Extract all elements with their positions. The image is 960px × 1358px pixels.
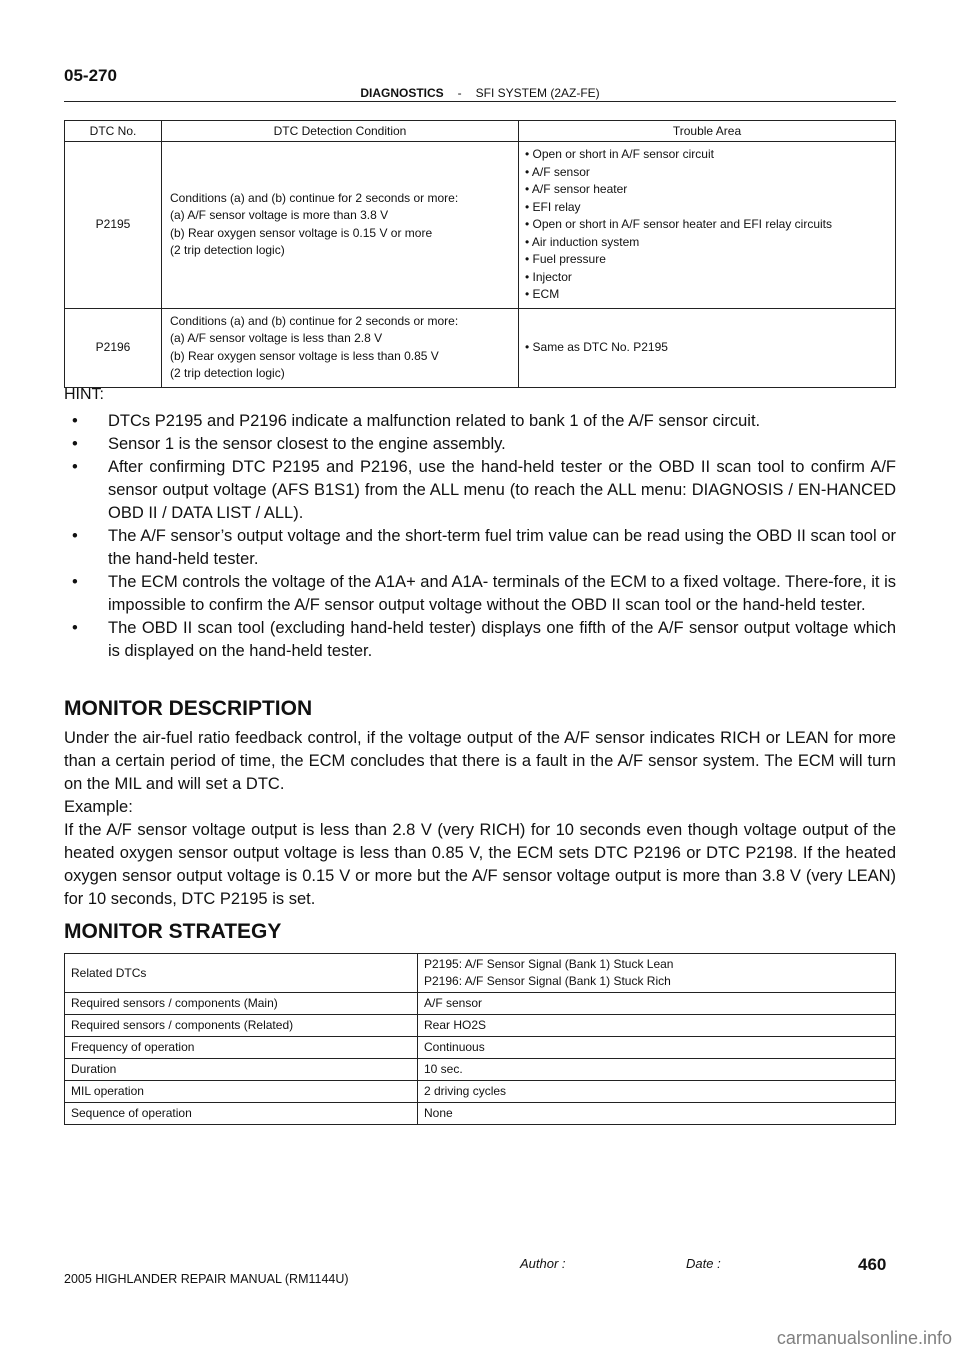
strategy-value-line: P2195: A/F Sensor Signal (Bank 1) Stuck Lean — [424, 957, 674, 971]
monitor-strategy-table — [64, 953, 896, 1125]
condition-line: (b) Rear oxygen sensor voltage is less than 0.85 V — [170, 348, 439, 363]
strategy-label: Required sensors / components (Main) — [65, 993, 418, 1015]
list-item — [64, 525, 896, 571]
dtc-number: P2196 — [65, 308, 162, 387]
column-header-detection-condition: DTC Detection Condition — [162, 121, 519, 142]
dtc-table — [64, 120, 896, 388]
author-label: Author : — [520, 1256, 566, 1271]
list-item — [64, 617, 896, 663]
hint-text: DTCs P2195 and P2196 indicate a malfunction related to bank 1 of the A/F sensor circuit. — [108, 412, 761, 430]
date-label: Date : — [686, 1256, 721, 1271]
table-row — [65, 1103, 896, 1125]
hint-title: HINT: — [64, 386, 104, 403]
strategy-value: None — [418, 1103, 896, 1125]
table-row — [65, 1059, 896, 1081]
strategy-value-line: P2196: A/F Sensor Signal (Bank 1) Stuck Rich — [424, 974, 671, 988]
subsection-title: SFI SYSTEM (2AZ-FE) — [475, 86, 600, 100]
trouble-area-item: • Open or short in A/F sensor heater and EFI relay circuits — [525, 217, 833, 231]
condition-line: (a) A/F sensor voltage is less than 2.8 V — [170, 331, 383, 345]
table-row — [65, 954, 896, 993]
section-title: DIAGNOSTICS — [360, 86, 444, 100]
strategy-label: Sequence of operation — [65, 1103, 418, 1125]
trouble-area-item: • EFI relay — [525, 199, 581, 214]
strategy-value: Continuous — [418, 1037, 896, 1059]
strategy-label: Related DTCs — [65, 954, 418, 993]
column-header-dtc-no: DTC No. — [65, 121, 162, 142]
bullet-icon: • — [72, 527, 78, 545]
trouble-area-item: • A/F sensor — [525, 164, 590, 179]
dtc-number: P2195 — [65, 142, 162, 309]
strategy-label: Required sensors / components (Related) — [65, 1015, 418, 1037]
bullet-icon: • — [72, 435, 78, 453]
trouble-area-item: • Injector — [525, 269, 572, 284]
running-header — [64, 86, 896, 100]
detection-condition — [162, 142, 519, 309]
hint-text: The A/F sensor’s output voltage and the short-term fuel trim value can be read using the OBD II scan tool or the hand-held tester. — [108, 527, 896, 568]
trouble-area — [519, 308, 896, 387]
strategy-label: Frequency of operation — [65, 1037, 418, 1059]
example-label: Example: — [64, 798, 133, 816]
trouble-area-item: • Same as DTC No. P2195 — [525, 339, 668, 354]
trouble-area-item: • A/F sensor heater — [525, 182, 628, 196]
column-header-trouble-area: Trouble Area — [519, 121, 896, 142]
strategy-value — [418, 954, 896, 993]
bullet-icon: • — [72, 573, 78, 591]
bullet-icon: • — [72, 412, 78, 430]
strategy-value: Rear HO2S — [418, 1015, 896, 1037]
header-dash: - — [457, 86, 462, 100]
table-row — [65, 993, 896, 1015]
list-item — [64, 410, 896, 433]
bullet-icon: • — [72, 619, 78, 637]
hint-list — [64, 410, 896, 663]
table-row — [65, 1015, 896, 1037]
monitor-strategy-title: MONITOR STRATEGY — [64, 920, 282, 943]
list-item — [64, 433, 896, 456]
trouble-area — [519, 142, 896, 309]
monitor-description-body — [64, 727, 896, 911]
manual-title: 2005 HIGHLANDER REPAIR MANUAL (RM1144U) — [64, 1272, 349, 1286]
page-number: 05-270 — [64, 66, 117, 85]
strategy-value: A/F sensor — [418, 993, 896, 1015]
dtc-table-header-row — [65, 121, 896, 142]
paragraph: If the A/F sensor voltage output is less than 2.8 V (very RICH) for 10 seconds even though voltage output of the heated oxygen sensor output voltage is less than 0.85 V, the ECM sets DTC P2196 or DTC P2198. If the heated oxygen sensor output voltage is 0.15 V or more but the A/F sensor voltage output is more than 3.8 V (very LEAN) for 10 seconds, DTC P2195 is set. — [64, 821, 896, 908]
trouble-area-item: • ECM — [525, 287, 560, 301]
trouble-area-item: • Open or short in A/F sensor circuit — [525, 147, 714, 161]
trouble-area-item: • Air induction system — [525, 234, 640, 249]
table-row — [65, 1081, 896, 1103]
strategy-value: 2 driving cycles — [418, 1081, 896, 1103]
monitor-description-title: MONITOR DESCRIPTION — [64, 697, 313, 720]
hint-text: The OBD II scan tool (excluding hand-held tester) displays one fifth of the A/F sensor output voltage which is displayed on the hand-held tester. — [108, 619, 896, 660]
strategy-label: MIL operation — [65, 1081, 418, 1103]
condition-line: (a) A/F sensor voltage is more than 3.8 V — [170, 208, 389, 223]
condition-line: (b) Rear oxygen sensor voltage is 0.15 V or more — [170, 225, 433, 240]
strategy-label: Duration — [65, 1059, 418, 1081]
hint-text: After confirming DTC P2195 and P2196, use the hand-held tester or the OBD II scan tool to confirm A/F sensor output voltage (AFS B1S1) from the ALL menu (to reach the ALL menu: DIAGNOSIS / EN-HANCED OBD II / DATA LIST / ALL). — [108, 458, 896, 522]
table-row — [65, 142, 896, 309]
list-item — [64, 456, 896, 525]
table-row — [65, 308, 896, 387]
trouble-area-item: • Fuel pressure — [525, 252, 606, 266]
condition-line: (2 trip detection logic) — [170, 366, 285, 380]
watermark: carmanualsonline.info — [776, 1328, 952, 1348]
hint-text: Sensor 1 is the sensor closest to the engine assembly. — [108, 435, 506, 453]
strategy-value: 10 sec. — [418, 1059, 896, 1081]
header-divider — [64, 101, 896, 102]
detection-condition — [162, 308, 519, 387]
table-row — [65, 1037, 896, 1059]
footer-page-number: 460 — [858, 1255, 887, 1274]
bullet-icon: • — [72, 458, 78, 476]
condition-line: Conditions (a) and (b) continue for 2 seconds or more: — [170, 190, 459, 205]
paragraph: Under the air-fuel ratio feedback control, if the voltage output of the A/F sensor indicates RICH or LEAN for more than a certain period of time, the ECM concludes that there is a fault in the A/F sensor system. The ECM will turn on the MIL and will set a DTC. — [64, 729, 896, 793]
hint-text: The ECM controls the voltage of the A1A+ and A1A- terminals of the ECM to a fixed voltage. There-fore, it is impossible to confirm the A/F sensor output voltage without the OBD II scan tool or the hand-held tester. — [108, 573, 896, 614]
list-item — [64, 571, 896, 617]
condition-line: (2 trip detection logic) — [170, 243, 285, 258]
condition-line: Conditions (a) and (b) continue for 2 seconds or more: — [170, 313, 459, 328]
